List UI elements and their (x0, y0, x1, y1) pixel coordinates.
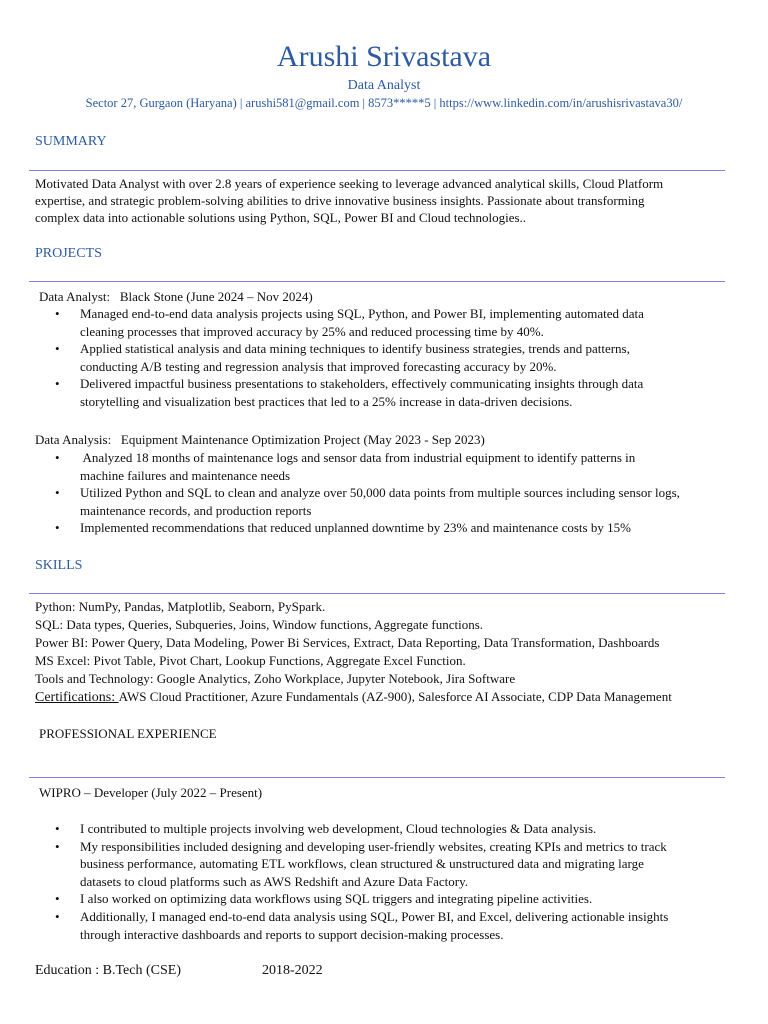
skills-heading: SKILLS (35, 558, 83, 573)
education-years: 2018-2022 (262, 963, 323, 978)
list-item: • Additionally, I managed end-to-end data analysis using SQL, Power BI, and Excel, delivering actionable insights through interactive dashboards and reports to support decision-making processes. (55, 908, 727, 943)
candidate-role: Data Analyst (347, 78, 421, 93)
candidate-name: Arushi Srivastava (276, 40, 492, 73)
summary-heading: SUMMARY (35, 134, 107, 149)
summary-line: complex data into actionable solutions using Python, SQL, Power BI and Cloud technologies.. (35, 210, 527, 225)
certifications-line (35, 688, 735, 707)
list-item: • Implemented recommendations that reduced unplanned downtime by 23% and maintenance costs by 15% (55, 519, 727, 537)
skills-divider (29, 593, 725, 594)
certifications-value: AWS Cloud Practitioner, Azure Fundamentals (AZ-900), Salesforce AI Associate, CDP Data Management (118, 689, 672, 704)
list-item: • I contributed to multiple projects involving web development, Cloud technologies & Data analysis. (55, 820, 727, 838)
experience-bullets (55, 820, 727, 943)
skill-line: SQL: Data types, Queries, Subqueries, Joins, Window functions, Aggregate functions. (35, 617, 484, 632)
project-title: Data Analyst: Black Stone (June 2024 – Nov 2024) (39, 289, 313, 304)
skill-line: Tools and Technology: Google Analytics, Zoho Workplace, Jupyter Notebook, Jira Software (35, 671, 516, 686)
summary-text (35, 175, 725, 226)
certifications-label: Certifications: (35, 690, 119, 705)
list-item: • My responsibilities included designing and developing user-friendly websites, creating KPIs and metrics to track business performance, automating ETL workflows, clean structured & unstructured data and migrating large datasets to cloud platforms such as AWS Redshift and Azure Data Factory. (55, 838, 727, 891)
project-title: Data Analysis: Equipment Maintenance Optimization Project (May 2023 - Sep 2023) (35, 432, 485, 447)
job-title: WIPRO – Developer (July 2022 – Present) (39, 785, 263, 800)
list-item: • Delivered impactful business presentations to stakeholders, effectively communicating insights through data storytelling and visualization best practices that led to a 25% increase in data-driven decisions. (55, 375, 727, 410)
skill-line: MS Excel: Pivot Table, Pivot Chart, Lookup Functions, Aggregate Excel Function. (35, 653, 466, 668)
list-item: • Managed end-to-end data analysis projects using SQL, Python, and Power BI, implementing automated data cleaning processes that improved accuracy by 25% and reduced processing time by 40%. (55, 305, 727, 340)
education-degree: Education : B.Tech (CSE) (35, 963, 181, 978)
list-item: • Utilized Python and SQL to clean and analyze over 50,000 data points from multiple sources including sensor logs, maintenance records, and production reports (55, 484, 727, 519)
experience-divider (29, 777, 725, 778)
summary-line: Motivated Data Analyst with over 2.8 years of experience seeking to leverage advanced analytical skills, Cloud Platform (35, 176, 664, 191)
projects-divider (29, 281, 725, 282)
summary-line: expertise, and strategic problem-solving abilities to drive innovative business insights. Passionate about transforming (35, 193, 645, 208)
projects-heading: PROJECTS (35, 246, 102, 261)
skill-line: Power BI: Power Query, Data Modeling, Power Bi Services, Extract, Data Reporting, Data Transformation, Dashboards (35, 635, 660, 650)
summary-divider (29, 170, 725, 171)
project-bullets (55, 305, 727, 411)
skill-line: Python: NumPy, Pandas, Matplotlib, Seaborn, PySpark. (35, 599, 326, 614)
list-item: • Analyzed 18 months of maintenance logs and sensor data from industrial equipment to identify patterns in machine failures and maintenance needs (55, 449, 727, 484)
contact-line: Sector 27, Gurgaon (Haryana) | arushi581@gmail.com | 8573*****5 | https://www.linkedin.com/in/arushisrivastava30/ (85, 96, 683, 110)
project-bullets (55, 449, 727, 537)
skills-list (35, 598, 735, 707)
list-item: • I also worked on optimizing data workflows using SQL triggers and integrating pipeline activities. (55, 890, 727, 908)
experience-heading: PROFESSIONAL EXPERIENCE (39, 726, 217, 741)
list-item: • Applied statistical analysis and data mining techniques to identify business strategies, trends and patterns, conducting A/B testing and regression analysis that improved forecasting accuracy by 20%. (55, 340, 727, 375)
